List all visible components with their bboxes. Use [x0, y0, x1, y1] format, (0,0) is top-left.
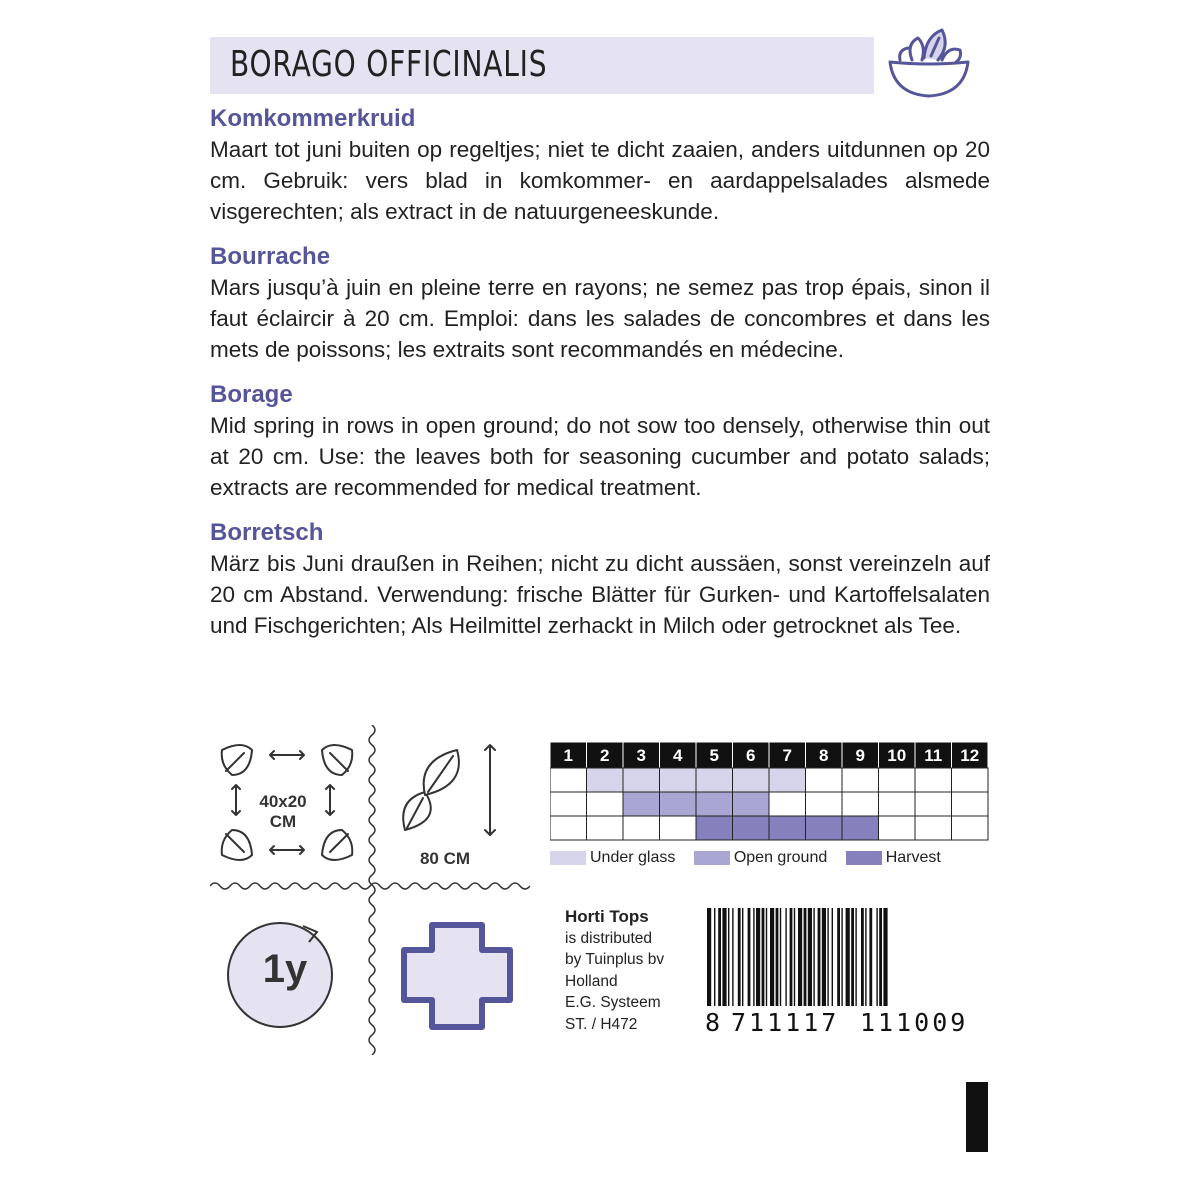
- barcode-bar: [794, 908, 795, 1006]
- calendar-cell: [842, 768, 879, 792]
- barcode-bar: [718, 908, 721, 1006]
- month-label: 4: [673, 746, 683, 765]
- plant-height-icon: [395, 740, 505, 840]
- barcode-bar: [855, 908, 856, 1006]
- section-heading: Borretsch: [210, 519, 324, 546]
- calendar-cell: [733, 768, 770, 792]
- legend-under-glass: Under glass: [550, 849, 675, 867]
- barcode-bar: [832, 908, 833, 1006]
- month-label: 6: [746, 746, 756, 765]
- calendar-cell: [733, 792, 770, 816]
- calendar-cell: [660, 816, 697, 840]
- calendar-cell: [806, 792, 843, 816]
- section-english: [210, 380, 990, 503]
- calendar-cell: [623, 768, 660, 792]
- calendar-cell: [806, 768, 843, 792]
- calendar-cell: [879, 768, 916, 792]
- barcode-bar: [776, 908, 779, 1006]
- section-body: Maart tot juni buiten op regeltjes; niet te dicht zaaien, anders uitdunnen op 20 cm. Gebruik: vers blad in komkommer- en aardappelsalades alsmede visgerechten; als extract in de natuurgeneeskunde.: [210, 137, 990, 224]
- month-label: 5: [709, 746, 719, 765]
- barcode-bar: [846, 908, 850, 1006]
- calendar-cell: [587, 792, 624, 816]
- wavy-divider-horizontal: [210, 879, 530, 893]
- section-heading: Borage: [210, 381, 293, 408]
- barcode-bar: [742, 908, 743, 1006]
- barcode-bar: [785, 908, 786, 1006]
- month-label: 7: [782, 746, 792, 765]
- spacing-label: 40x20 CM: [259, 792, 307, 831]
- calendar-cell: [696, 792, 733, 816]
- barcode-bar: [770, 908, 774, 1006]
- calendar-cell: [696, 816, 733, 840]
- barcode-bar: [869, 908, 872, 1006]
- month-label: 10: [887, 746, 907, 765]
- calendar-cell: [550, 768, 587, 792]
- barcode-bar: [728, 908, 729, 1006]
- month-label: 8: [819, 746, 829, 765]
- black-marker: [966, 1082, 988, 1152]
- lifecycle-label: 1y: [262, 947, 308, 991]
- calendar-cell: [696, 768, 733, 792]
- barcode-bar: [756, 908, 760, 1006]
- calendar-cell: [660, 792, 697, 816]
- calendar-cell: [915, 816, 952, 840]
- section-dutch: [210, 104, 990, 227]
- section-body: Mid spring in rows in open ground; do not sow too densely, otherwise thin out at 20 cm. Use: the leaves both for seasoning cucumber and potato salads; extracts are recommended for medical treatment.: [210, 413, 990, 500]
- section-body: Mars jusqu’à juin en pleine terre en rayons; ne semez pas trop épais, sinon il faut éclaircir à 20 cm. Emploi: dans les salades de concombres et dans les mets de poissons; les extraits sont recommandés en médecine.: [210, 275, 990, 362]
- section-french: [210, 242, 990, 365]
- section-body: März bis Juni draußen in Reihen; nicht zu dicht aussäen, sonst vereinzeln auf 20 cm Abstand. Verwendung: frische Blätter für Gurken- und Kartoffelsalaten und Fischgerichten; Als Heilmittel zerhackt in Milch oder getrocknet als Tee.: [210, 551, 990, 638]
- month-label: 9: [855, 746, 865, 765]
- calendar-cell: [550, 816, 587, 840]
- barcode-bar: [879, 908, 882, 1006]
- barcode-bar: [861, 908, 864, 1006]
- calendar-cell: [952, 792, 989, 816]
- barcode-bar: [865, 908, 866, 1006]
- barcode-bar: [748, 908, 751, 1006]
- salad-bowl-icon: [884, 20, 974, 110]
- calendar-cell: [842, 816, 879, 840]
- barcode-bar: [714, 908, 715, 1006]
- calendar-cell: [660, 768, 697, 792]
- barcode-bar: [841, 908, 842, 1006]
- height-label: 80 CM: [419, 849, 471, 868]
- barcode-bar: [822, 908, 826, 1006]
- calendar-cell: [769, 792, 806, 816]
- calendar-cell: [879, 816, 916, 840]
- month-label: 1: [563, 746, 573, 765]
- barcode-number: 8 711117 111009: [705, 1008, 969, 1037]
- distributor-line: is distributed: [565, 929, 653, 947]
- barcode-bar: [798, 908, 802, 1006]
- calendar-cell: [623, 816, 660, 840]
- calendar-cell: [915, 792, 952, 816]
- distributor-line: ST. / H472: [565, 1015, 638, 1033]
- calendar-cell: [952, 816, 989, 840]
- month-label: 11: [924, 746, 943, 765]
- calendar-cell: [733, 816, 770, 840]
- barcode-bar: [883, 908, 887, 1006]
- distributor-line: Holland: [565, 972, 618, 990]
- month-label: 3: [636, 746, 646, 765]
- barcode-bar: [707, 908, 711, 1006]
- distributor-line: E.G. Systeem: [565, 994, 661, 1011]
- calendar-cell: [879, 792, 916, 816]
- barcode-bar: [837, 908, 840, 1006]
- barcode-bar: [813, 908, 814, 1006]
- section-heading: Bourrache: [210, 243, 331, 270]
- barcode-bar: [722, 908, 726, 1006]
- calendar-cell: [587, 768, 624, 792]
- barcode-bar: [876, 908, 877, 1006]
- legend-open-ground: Open ground: [694, 849, 827, 867]
- barcode-bar: [851, 908, 854, 1006]
- legend-harvest: Harvest: [846, 849, 941, 867]
- barcode-bar: [827, 908, 828, 1006]
- barcode-bar: [780, 908, 781, 1006]
- section-german: [210, 518, 990, 641]
- barcode-bar: [766, 908, 767, 1006]
- barcode-bar: [762, 908, 765, 1006]
- calendar-cell: [550, 792, 587, 816]
- distributor-line: by Tuinplus bv: [565, 951, 665, 968]
- month-label: 2: [600, 746, 610, 765]
- distributor-info: [565, 906, 664, 1035]
- month-label: 12: [960, 746, 980, 765]
- brand-name: Horti Tops: [565, 907, 649, 926]
- barcode-bar: [732, 908, 733, 1006]
- medical-cross-icon: [392, 915, 522, 1035]
- barcode-bar: [753, 908, 754, 1006]
- barcode-bar: [808, 908, 812, 1006]
- calendar-cell: [587, 816, 624, 840]
- section-heading: Komkommerkruid: [210, 105, 416, 132]
- barcode-bar: [790, 908, 793, 1006]
- page-title: BORAGO OFFICINALIS: [230, 44, 548, 85]
- calendar-legend: [550, 849, 955, 867]
- calendar-cell: [623, 792, 660, 816]
- calendar-cell: [769, 768, 806, 792]
- calendar-cell: [769, 816, 806, 840]
- barcode-bar: [804, 908, 807, 1006]
- calendar-cell: [915, 768, 952, 792]
- calendar-cell: [952, 768, 989, 792]
- calendar-cell: [842, 792, 879, 816]
- sowing-calendar: [550, 742, 990, 842]
- barcode-bar: [818, 908, 821, 1006]
- barcode-bar: [738, 908, 741, 1006]
- calendar-cell: [806, 816, 843, 840]
